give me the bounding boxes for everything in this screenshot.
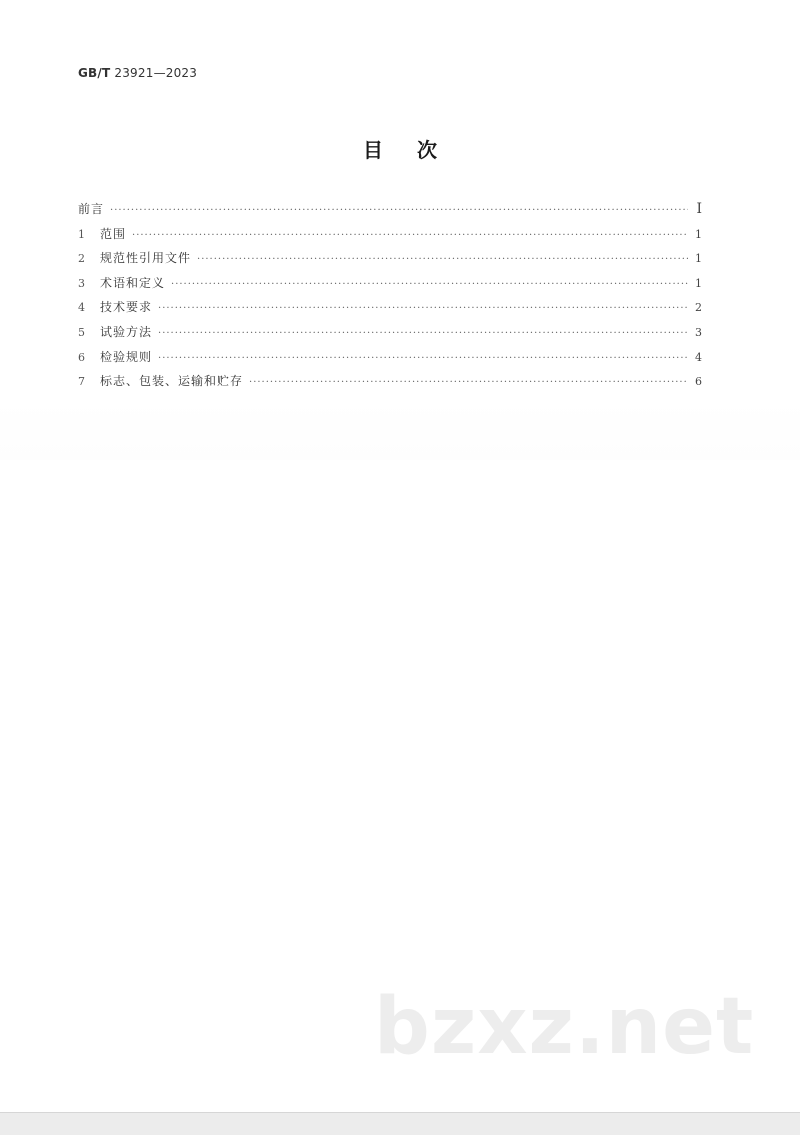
site-watermark: bzxz.net: [374, 982, 755, 1072]
toc-entry-label: 范围: [100, 226, 127, 241]
table-of-contents: [78, 200, 702, 397]
toc-entry-preface[interactable]: [78, 200, 702, 225]
toc-entry-normative-references[interactable]: [78, 249, 702, 274]
toc-leader-dots: [249, 377, 688, 388]
toc-entry-page: 1: [695, 227, 702, 241]
toc-entry-page: 1: [695, 252, 702, 266]
toc-leader-dots: [132, 230, 688, 241]
toc-entry-label: 术语和定义: [100, 275, 166, 290]
toc-entry-label: 规范性引用文件: [100, 251, 192, 266]
standard-code-header: [78, 66, 197, 80]
toc-entry-page: 4: [695, 350, 702, 364]
toc-leader-dots: [158, 328, 688, 339]
standard-code-prefix: GB/T: [78, 66, 111, 80]
toc-entry-inspection-rules[interactable]: [78, 348, 702, 373]
toc-entry-page: 3: [695, 325, 702, 339]
toc-entry-label: 前言: [78, 202, 105, 216]
toc-entry-page: 6: [695, 375, 702, 389]
toc-entry-marking-packaging[interactable]: [78, 372, 702, 397]
toc-leader-dots: [110, 205, 688, 216]
toc-leader-dots: [171, 279, 688, 290]
toc-entry-label: 检验规则: [100, 349, 153, 364]
toc-entry-number: 7: [78, 375, 85, 389]
toc-entry-scope[interactable]: [78, 225, 702, 250]
toc-entry-page: 2: [695, 301, 702, 315]
page-shade: [0, 400, 800, 460]
toc-entry-label: 技术要求: [100, 300, 153, 315]
toc-leader-dots: [158, 303, 688, 314]
toc-entry-page: 1: [695, 276, 702, 290]
toc-entry-test-methods[interactable]: [78, 323, 702, 348]
toc-entry-technical-requirements[interactable]: [78, 298, 702, 323]
toc-entry-label: 标志、包装、运输和贮存: [100, 374, 244, 389]
toc-entry-number: 3: [78, 276, 85, 290]
toc-entry-number: 4: [78, 301, 85, 315]
toc-leader-dots: [197, 254, 688, 265]
toc-leader-dots: [158, 353, 688, 364]
page-bottom-edge: [0, 1112, 800, 1135]
toc-entry-number: 6: [78, 350, 85, 364]
toc-entry-number: 2: [78, 252, 85, 266]
toc-entry-number: 1: [78, 227, 85, 241]
toc-entry-page: I: [696, 201, 702, 217]
standard-code-number: 23921—2023: [114, 66, 198, 80]
toc-entry-terms-definitions[interactable]: [78, 274, 702, 299]
toc-entry-number: 5: [78, 325, 85, 339]
page-title: 目次: [363, 138, 471, 162]
toc-entry-label: 试验方法: [100, 324, 153, 339]
